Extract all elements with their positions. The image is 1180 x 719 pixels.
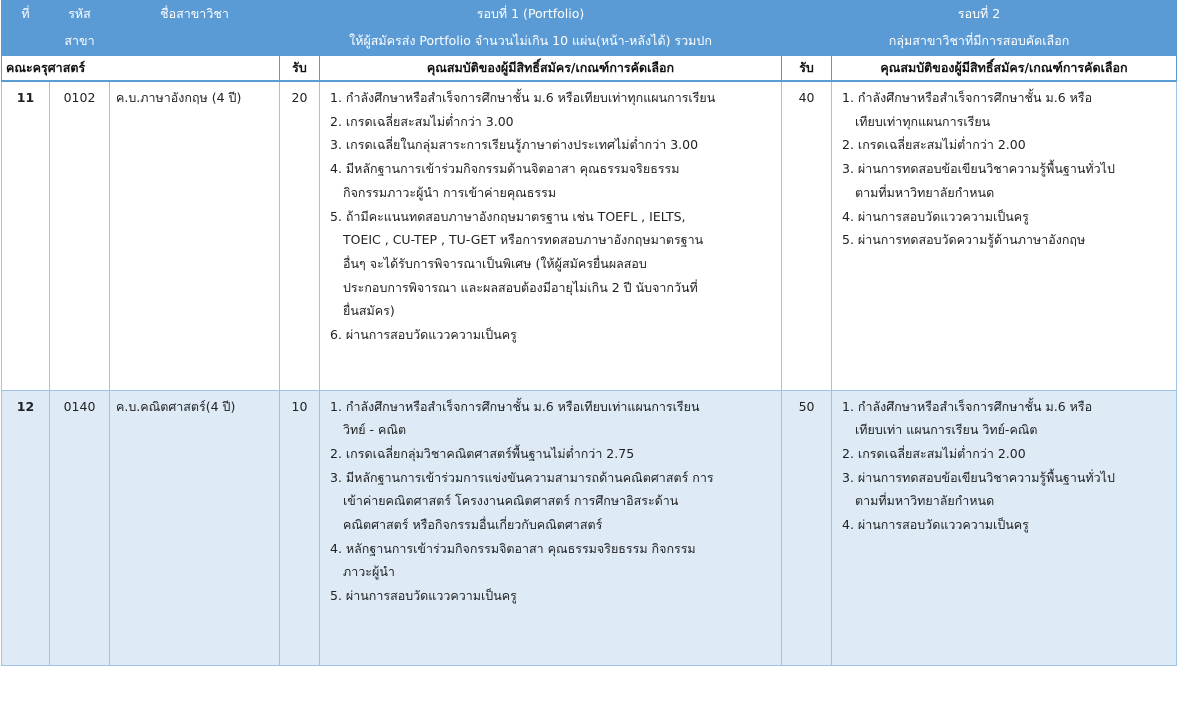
- criteria-item: 5. ผ่านการสอบวัดแววความเป็นครู: [330, 588, 517, 604]
- header-row-3: [2, 55, 1177, 81]
- criteria-item: 1. กำลังศึกษาหรือสำเร็จการศึกษาชั้น ม.6 หรือ เทียบเท่า แผนการเรียน วิทย์-คณิต: [842, 398, 1093, 438]
- criteria-item: 5. ถ้ามีคะแนนทดสอบภาษาอังกฤษมาตรฐาน เช่น TOEFL , IELTS, TOEIC , CU-TEP , TU-GET หรือการทดสอบภาษาอังกฤษมาตรฐาน อื่นๆ จะได้รับการพิจารณาเป็นพิเศษ (ให้ผู้สมัครยื่นผลสอบ ประกอบการพิจารณา และผลสอบต้องมีอายุไม่เกิน 2 ปี นับจากวันที่ ยื่นสมัคร): [330, 208, 704, 319]
- header-row-1: [2, 1, 1177, 28]
- criteria-item: 2. เกรดเฉลี่ยสะสมไม่ต่ำกว่า 2.00: [842, 137, 1026, 153]
- header-round1-sub: ให้ผู้สมัครส่ง Portfolio จำนวนไม่เกิน 10 แผ่น(หน้า-หลังได้) รวมปก: [280, 28, 782, 56]
- header-col-no: ที่: [2, 1, 50, 28]
- row-no: 11: [2, 81, 50, 390]
- row-code: 0140: [50, 390, 110, 665]
- admission-table-wrapper: [1, 0, 1176, 666]
- criteria-item: 1. กำลังศึกษาหรือสำเร็จการศึกษาชั้น ม.6 หรือเทียบเท่าทุกแผนการเรียน: [330, 90, 716, 105]
- header-round2-sub: กลุ่มสาขาวิชาที่มีการสอบคัดเลือก: [782, 28, 1177, 56]
- criteria-item: 5. ผ่านการทดสอบวัดความรู้ด้านภาษาอังกฤษ: [842, 232, 1086, 248]
- row-criteria-round1: [320, 390, 782, 665]
- criteria-item: 4. มีหลักฐานการเข้าร่วมกิจกรรมด้านจิตอาสา คุณธรรมจริยธรรม กิจกรรมภาวะผู้นำ การเข้าค่ายคุณธรรม: [330, 161, 680, 200]
- header-col-code-1: รหัส: [50, 1, 110, 28]
- row-accept-round1: 10: [280, 390, 320, 665]
- criteria-item: 3. เกรดเฉลี่ยในกลุ่มสาระการเรียนรู้ภาษาต่างประเทศไม่ต่ำกว่า 3.00: [330, 137, 699, 153]
- header-row-2: [2, 28, 1177, 56]
- row-accept-round2: 50: [782, 390, 832, 665]
- row-accept-round1: 20: [280, 81, 320, 390]
- table-row: [2, 390, 1177, 665]
- row-program-name: ค.บ.ภาษาอังกฤษ (4 ปี): [110, 81, 280, 390]
- criteria-item: 6. ผ่านการสอบวัดแววความเป็นครู: [330, 327, 517, 343]
- faculty-label: คณะครุศาสตร์: [2, 55, 280, 81]
- criteria-item: 3. ผ่านการทดสอบข้อเขียนวิชาความรู้พื้นฐานทั่วไป ตามที่มหาวิทยาลัยกำหนด: [842, 161, 1115, 200]
- header-col-code-2: สาขา: [50, 28, 110, 56]
- header-round2-title: รอบที่ 2: [782, 1, 1177, 28]
- criteria-item: 3. ผ่านการทดสอบข้อเขียนวิชาความรู้พื้นฐานทั่วไป ตามที่มหาวิทยาลัยกำหนด: [842, 469, 1115, 509]
- criteria-item: 1. กำลังศึกษาหรือสำเร็จการศึกษาชั้น ม.6 หรือ เทียบเท่าทุกแผนการเรียน: [842, 90, 1093, 129]
- row-code: 0102: [50, 81, 110, 390]
- row-no: 12: [2, 390, 50, 665]
- header-round1-title: รอบที่ 1 (Portfolio): [280, 1, 782, 28]
- header-criteria-1: คุณสมบัติของผู้มีสิทธิ์สมัคร/เกณฑ์การคัดเลือก: [320, 55, 782, 81]
- admission-table: [1, 0, 1177, 666]
- row-criteria-round1: [320, 81, 782, 390]
- header-col-no-blank: [2, 28, 50, 56]
- criteria-item: 2. เกรดเฉลี่ยกลุ่มวิชาคณิตศาสตร์พื้นฐานไม่ต่ำกว่า 2.75: [330, 445, 635, 461]
- criteria-item: 2. เกรดเฉลี่ยสะสมไม่ต่ำกว่า 2.00: [842, 445, 1026, 461]
- header-criteria-2: คุณสมบัติของผู้มีสิทธิ์สมัคร/เกณฑ์การคัดเลือก: [832, 55, 1177, 81]
- criteria-item: 4. หลักฐานการเข้าร่วมกิจกรรมจิตอาสา คุณธรรมจริยธรรม กิจกรรม ภาวะผู้นำ: [330, 540, 696, 580]
- criteria-item: 4. ผ่านการสอบวัดแววความเป็นครู: [842, 208, 1029, 224]
- criteria-item: 3. มีหลักฐานการเข้าร่วมการแข่งขันความสามารถด้านคณิตศาสตร์ การ เข้าค่ายคณิตศาสตร์ โครงงานคณิตศาสตร์ การศึกษาอิสระด้าน คณิตศาสตร์ หรือกิจกรรมอื่นเกี่ยวกับคณิตศาสตร์: [330, 469, 714, 533]
- row-program-name: ค.บ.คณิตศาสตร์(4 ปี): [110, 390, 280, 665]
- header-col-name-blank: [110, 28, 280, 56]
- row-accept-round2: 40: [782, 81, 832, 390]
- header-accept-2: รับ: [782, 55, 832, 81]
- criteria-item: 4. ผ่านการสอบวัดแววความเป็นครู: [842, 517, 1029, 533]
- row-criteria-round2: [832, 81, 1177, 390]
- table-row: [2, 81, 1177, 390]
- header-accept-1: รับ: [280, 55, 320, 81]
- criteria-item: 1. กำลังศึกษาหรือสำเร็จการศึกษาชั้น ม.6 หรือเทียบเท่าแผนการเรียน วิทย์ - คณิต: [330, 398, 700, 438]
- row-criteria-round2: [832, 390, 1177, 665]
- header-col-name: ชื่อสาขาวิชา: [110, 1, 280, 28]
- criteria-item: 2. เกรดเฉลี่ยสะสมไม่ต่ำกว่า 3.00: [330, 113, 514, 129]
